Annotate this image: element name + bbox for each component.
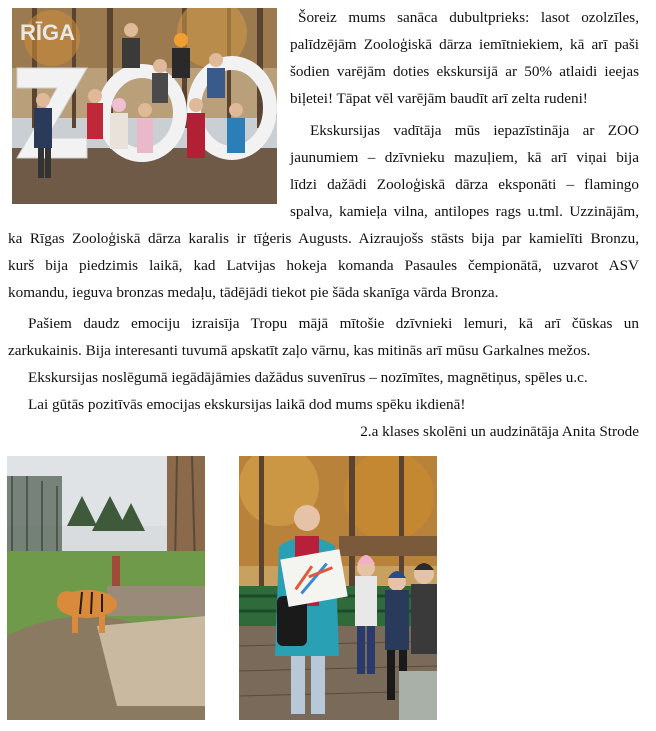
paragraph-2-line-3: līdzi dažādi Zooloģiskā dārza eksponāti – flamingo (290, 176, 639, 193)
paragraph-2-line-1: Ekskursijas vadītāja mūs iepazīstināja ar ZOO (310, 122, 639, 139)
paragraph-1-line-3: šodien varējām doties ekskursijā ar 50% atlaidi ieejas (290, 63, 639, 80)
paragraph-1-line-1: Šoreiz mums sanāca dubultprieks: lasot ozolzīles, (298, 9, 639, 26)
tiger-photo (7, 456, 205, 720)
paragraph-3-line-1: Pašiem daudz emociju izraisīja Tropu mājā mītošie dzīvnieki lemuri, kā arī čūskas un (28, 315, 639, 332)
zoo-sign-text: RĪGA (20, 20, 75, 45)
paragraph-2-line-7: komandu, ieguva bronzas medaļu, tādējādi tiekot pie šāda skanīga vārda Bronza. (8, 284, 499, 301)
paragraph-1-line-2: palīdzējām Zooloģiskā dārza iemītniekiem, kā arī paši (290, 36, 639, 53)
paragraph-3-line-2: zarkukainis. Bija interesanti tuvumā apskatīt zaļo vārnu, kas mitinās arī mūsu Garkalnes mežos. (8, 342, 591, 359)
group-photo (12, 8, 277, 204)
paragraph-1-line-4: biļetei! Tāpat vēl varējām baudīt arī zelta rudeni! (290, 90, 588, 107)
paragraph-2-line-4: spalva, kamieļa vilna, antilopes rags u.tml. Uzzinājām, (290, 203, 639, 220)
paragraph-2-line-5: ka Rīgas Zooloģiskā dārza karalis ir tīģeris Augusts. Aizraujošs stāsts bija par kamielīti Bronzu, (8, 230, 639, 247)
paragraph-5: Lai gūtās pozitīvās emocijas ekskursijas laikā dod mums spēku ikdienā! (28, 396, 466, 413)
paragraph-4: Ekskursijas noslēgumā iegādājāmies dažādus suvenīrus – nozīmītes, magnētiņus, spēles u.c. (28, 369, 588, 386)
guide-photo (239, 456, 437, 720)
paragraph-2-line-2: jaunumiem – dzīvnieku mazuļiem, kā arī viņai bija (290, 149, 639, 166)
paragraph-2-line-6: kurš bija piedzimis laikā, kad Latvijas hokeja komanda Pasaules čempionātā, uzvarot ASV (8, 257, 639, 274)
signature: 2.a klases skolēni un audzinātāja Anita Strode (360, 423, 639, 440)
